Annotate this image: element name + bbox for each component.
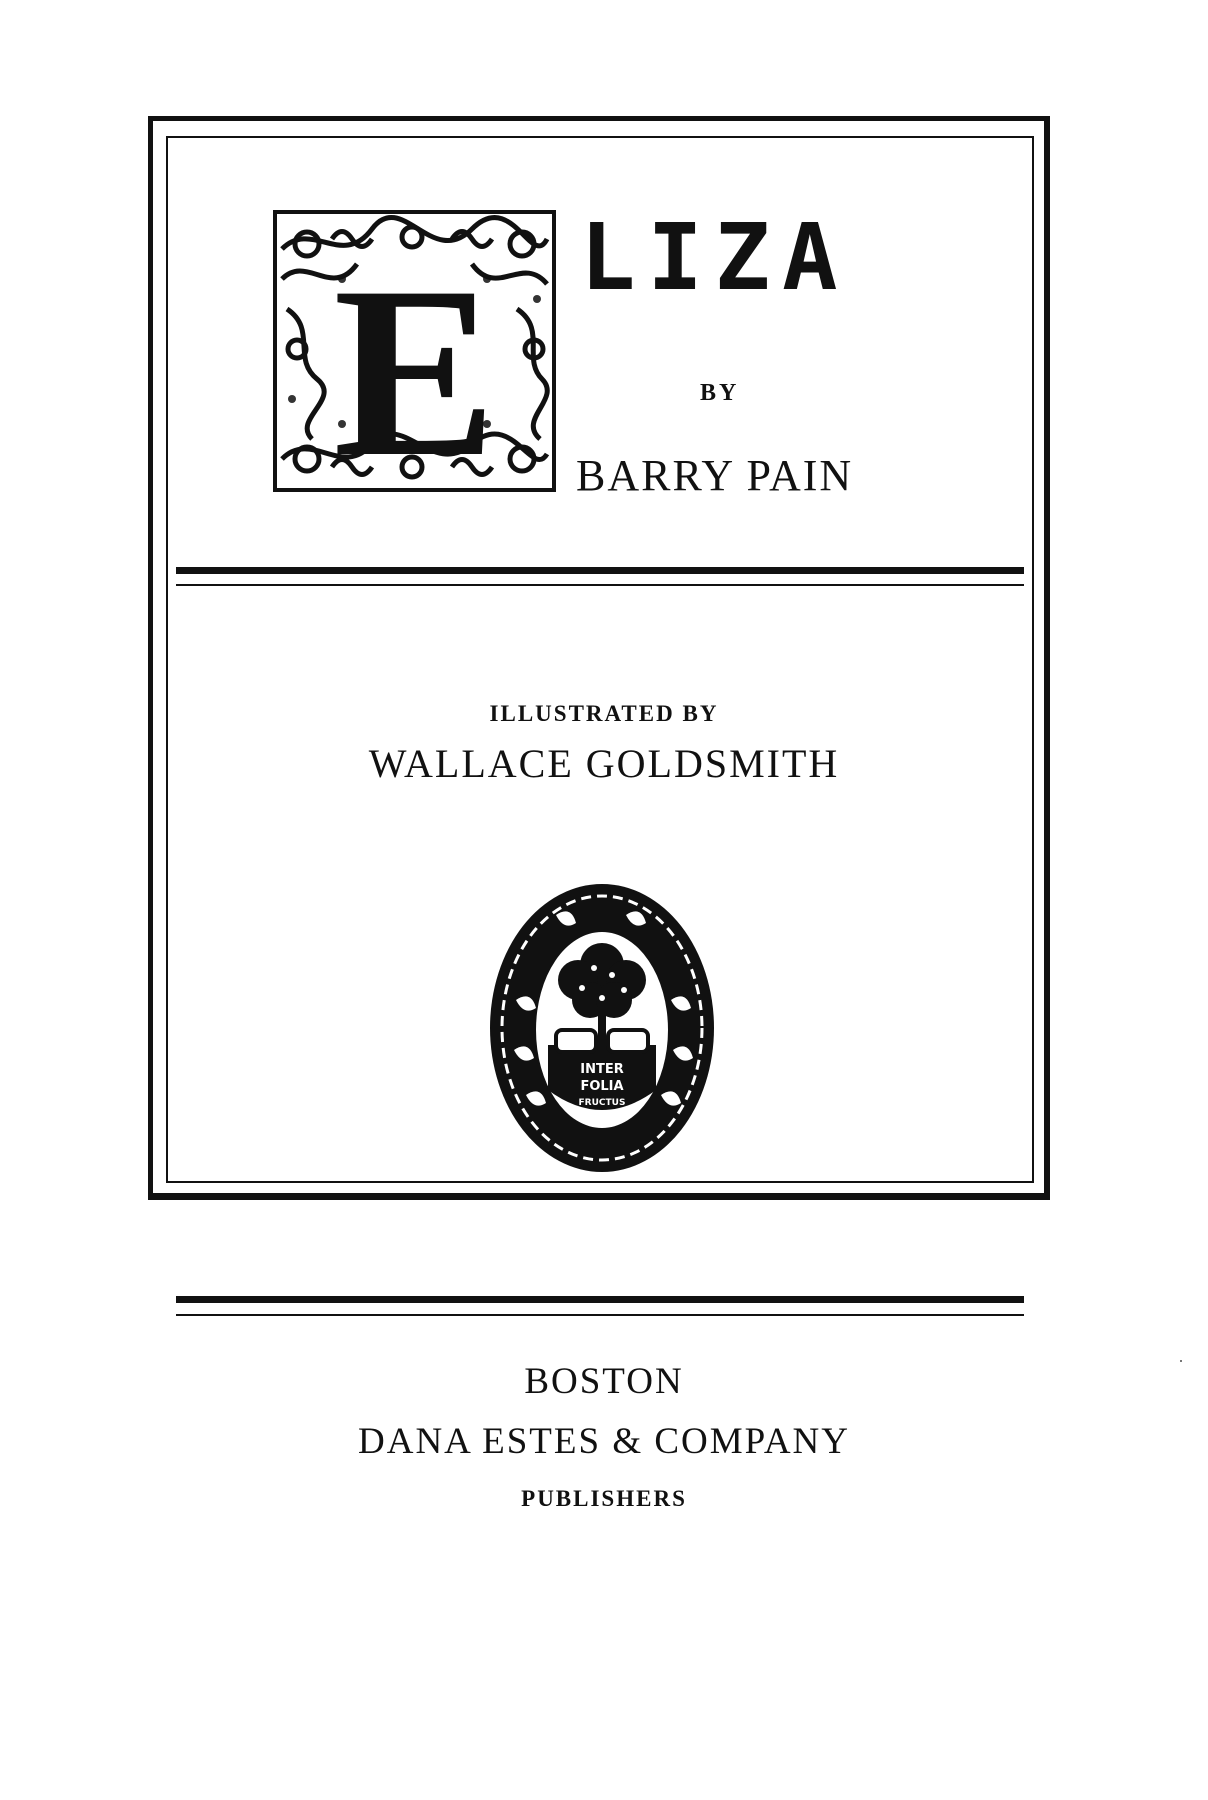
device-motto-1: INTER xyxy=(580,1062,624,1077)
illustrated-by-label: ILLUSTRATED BY xyxy=(489,701,719,726)
illustrator-name: WALLACE GOLDSMITH xyxy=(368,741,840,786)
divider-thin-lower xyxy=(176,1314,1024,1316)
byline-label: BY xyxy=(700,380,740,406)
publisher-city: BOSTON xyxy=(524,1361,684,1402)
author-name: BARRY PAIN xyxy=(576,451,854,500)
divider-thin xyxy=(176,584,1024,586)
paper-speck xyxy=(1180,1360,1182,1362)
device-motto-2: FOLIA xyxy=(580,1079,624,1094)
publisher-role: PUBLISHERS xyxy=(521,1486,687,1511)
book-title: LIZA xyxy=(580,204,850,311)
decorated-initial xyxy=(272,209,557,493)
publisher-name: DANA ESTES & COMPANY xyxy=(358,1421,850,1462)
divider-thick xyxy=(176,567,1024,574)
publisher-emblem-icon xyxy=(486,880,719,1176)
initial-letter: E xyxy=(333,236,497,493)
device-motto-3: FRUCTUS xyxy=(578,1098,626,1108)
divider-thick-lower xyxy=(176,1296,1024,1303)
